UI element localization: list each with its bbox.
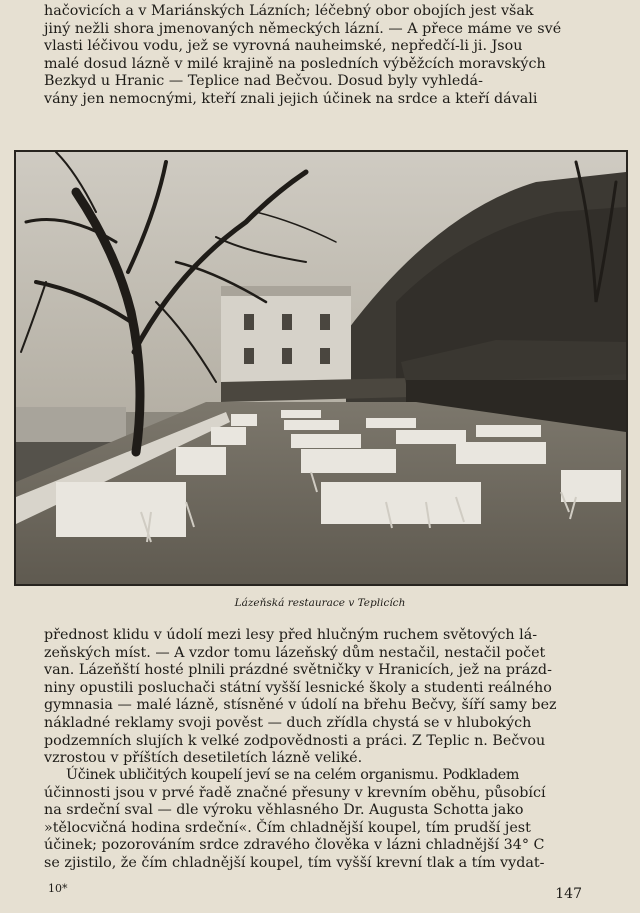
text-line: účinnosti jsou v prvé řadě značné přesuny v krevním oběhu, působící <box>44 784 546 801</box>
text-line: vzrostou v příštích desetiletích lázně veliké. <box>44 750 363 767</box>
text-line: zeňských míst. — A vzdor tomu lázeňský dům nestačil, nestačil počet <box>44 644 546 661</box>
signature-mark: 10* <box>48 882 68 895</box>
text-line: přednost klidu v údolí mezi lesy před hlučným ruchem světových lá- <box>44 627 538 643</box>
photo-caption: Lázeňská restaurace v Teplicích <box>234 597 406 609</box>
text-line: účinek; pozorováním srdce zdravého člověka v lázni chladnější 34° C <box>44 837 545 854</box>
text-line: nákladné reklamy svoji pověst — duch zřídla chystá se v hlubokých <box>44 714 532 731</box>
paragraph-middle <box>44 627 600 768</box>
text-line: jiný nežli shora jmenovaných německých lázní. — A přece máme ve své <box>44 20 562 37</box>
paragraph-bottom <box>44 767 600 873</box>
text-line: podzemních slujích k velké zodpovědnosti a práci. Z Teplic n. Bečvou <box>44 732 546 749</box>
text-line: van. Lázeňští hosté plnili prázdné světničky v Hranicích, jež na prázd- <box>44 662 552 679</box>
text-line: Bezkyd u Hranic — Teplice nad Bečvou. Dosud byly vyhledá- <box>44 73 483 90</box>
text-line: na srdeční sval — dle výroku věhlasného Dr. Augusta Schotta jako <box>44 802 524 819</box>
text-line: gymnasia — malé lázně, stísněné v údolí na břehu Bečvy, šíří samy bez <box>44 697 557 714</box>
photo-illustration <box>16 152 626 584</box>
page-number: 147 <box>555 886 582 902</box>
text-line: »tělocvičná hodina srdeční«. Čím chladnější koupel, tím prudší jest <box>44 819 531 836</box>
text-line: malé dosud lázně v milé krajině na posledních výběžcích moravských <box>44 55 546 72</box>
text-line: niny opustili posluchači státní vyšší lesnické školy a studenti reálného <box>44 679 552 696</box>
restaurant-photograph <box>14 150 628 586</box>
spa-building <box>221 286 351 392</box>
text-line: vlasti léčivou vodu, jež se vyrovná nauheimské, nepředčí-li ji. Jsou <box>44 38 523 55</box>
river <box>16 407 126 447</box>
paragraph-top <box>44 3 600 109</box>
text-line: se zjistilo, že čím chladnější koupel, tím vyšší krevní tlak a tím vydat- <box>44 854 545 871</box>
text-line: Účinek ubličitých koupelí jeví se na celém organismu. Podkladem <box>66 767 520 783</box>
text-line: hačovicích a v Mariánských Lázních; léčebný obor obojích jest však <box>44 3 534 19</box>
text-line: vány jen nemocnými, kteří znali jejich účinek na srdce a kteří dávali <box>44 90 538 107</box>
